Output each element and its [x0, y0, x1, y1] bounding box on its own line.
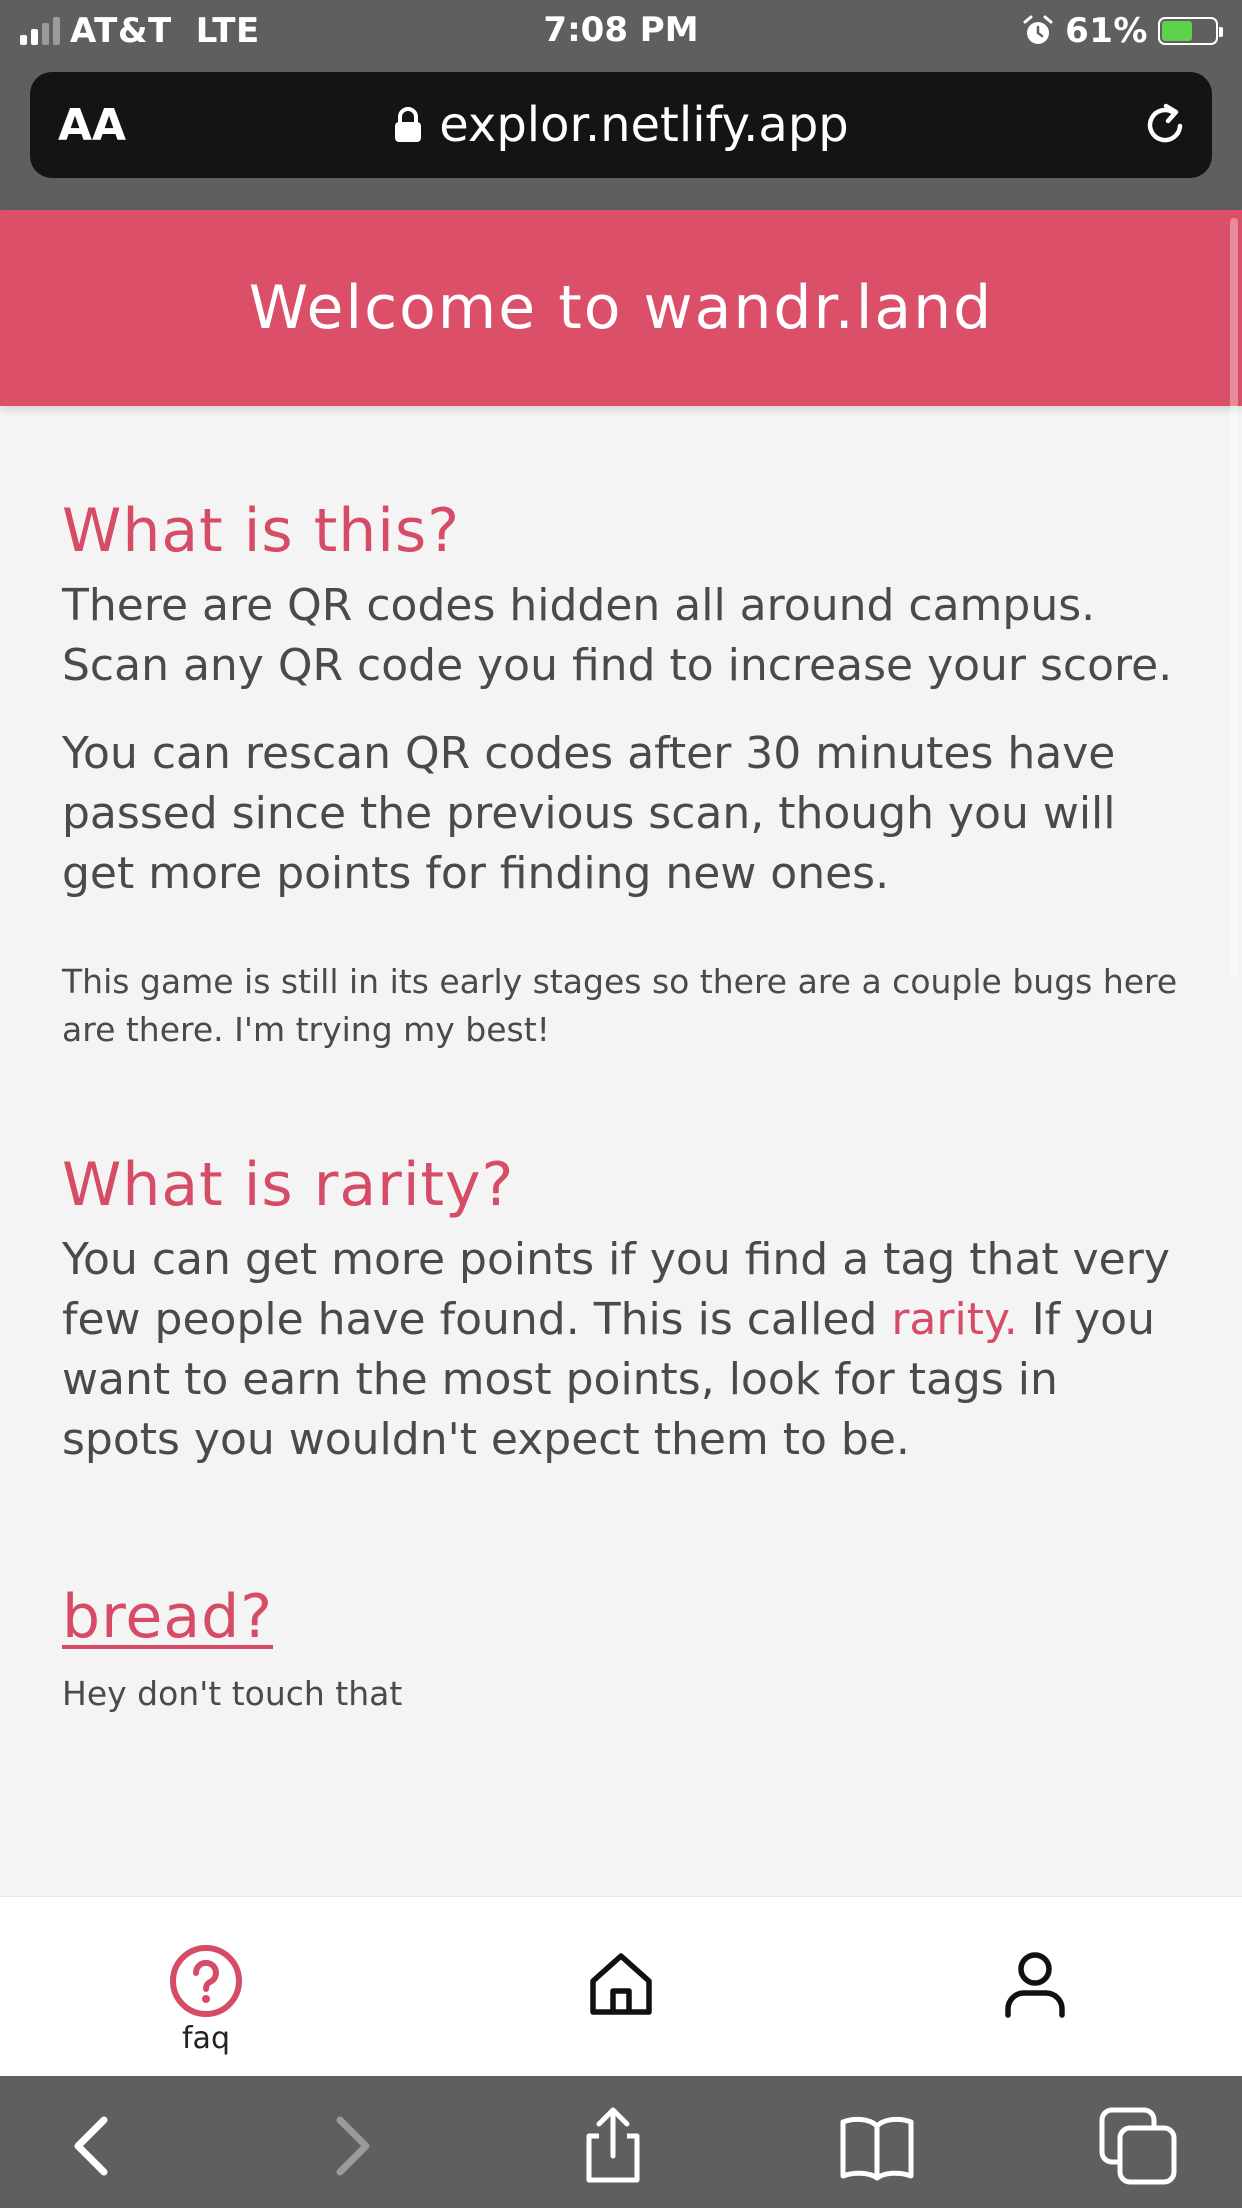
status-bar — [0, 0, 1242, 62]
app-bottom-nav — [0, 1896, 1242, 2077]
bookmarks-icon[interactable] — [837, 2106, 917, 2186]
browser-top-bar — [0, 62, 1242, 210]
bread-text: Hey don't touch that — [62, 1674, 403, 1713]
tabs-icon[interactable] — [1098, 2106, 1178, 2186]
text-size-label: AA — [58, 99, 127, 151]
browser-bottom-toolbar — [0, 2076, 1242, 2208]
rarity-text-after: If you want to earn the most points, look for tags in spots you wouldn't expect them to be. — [62, 1294, 1155, 1465]
lock-icon — [393, 106, 423, 144]
page-header — [0, 210, 1242, 406]
faq-content — [62, 406, 1182, 1718]
url-display[interactable] — [30, 72, 1212, 178]
scrollbar[interactable] — [1230, 218, 1238, 978]
rarity-paragraph — [62, 1230, 1182, 1470]
address-bar[interactable] — [30, 72, 1212, 178]
carrier-name: AT&T — [70, 11, 172, 51]
back-icon[interactable] — [52, 2106, 132, 2186]
rarity-highlight: rarity. — [891, 1294, 1018, 1345]
forward-icon[interactable] — [312, 2106, 392, 2186]
what-is-rarity-title: What is rarity? — [62, 1150, 515, 1220]
url-text: explor.netlify.app — [439, 97, 849, 153]
battery-percent: 61% — [1065, 11, 1148, 51]
network-type: LTE — [195, 11, 260, 51]
what-is-this-paragraph-2: You can rescan QR codes after 30 minutes have passed since the previous scan, though you will get more points for finding new ones. — [62, 728, 1116, 899]
nav-home[interactable] — [521, 1897, 721, 2077]
what-is-this-title: What is this? — [62, 496, 461, 566]
share-icon[interactable] — [573, 2106, 653, 2186]
nav-faq-label: faq — [182, 2021, 230, 2056]
early-stages-note: This game is still in its early stages so there are a couple bugs here are there. I'm trying my best! — [62, 962, 1178, 1049]
nav-faq[interactable] — [106, 1897, 306, 2077]
alarm-icon — [1021, 14, 1055, 48]
battery-icon — [1158, 17, 1218, 45]
nav-profile[interactable] — [935, 1897, 1135, 2077]
what-is-this-paragraph-1: There are QR codes hidden all around campus. Scan any QR code you find to increase your score. — [62, 580, 1173, 691]
bread-title — [62, 1582, 1182, 1652]
reload-icon[interactable] — [1140, 100, 1190, 150]
status-right — [1021, 10, 1218, 52]
bread-link[interactable]: bread? — [62, 1582, 274, 1652]
page-title: Welcome to wandr.land — [248, 273, 994, 343]
status-time: 7:08 PM — [543, 10, 699, 50]
user-icon — [1000, 1949, 1070, 2019]
question-circle-icon — [168, 1943, 244, 2019]
home-icon — [586, 1949, 656, 2019]
rarity-text-before: You can get more points if you find a tag that very few people have found. This is called — [62, 1234, 1170, 1345]
